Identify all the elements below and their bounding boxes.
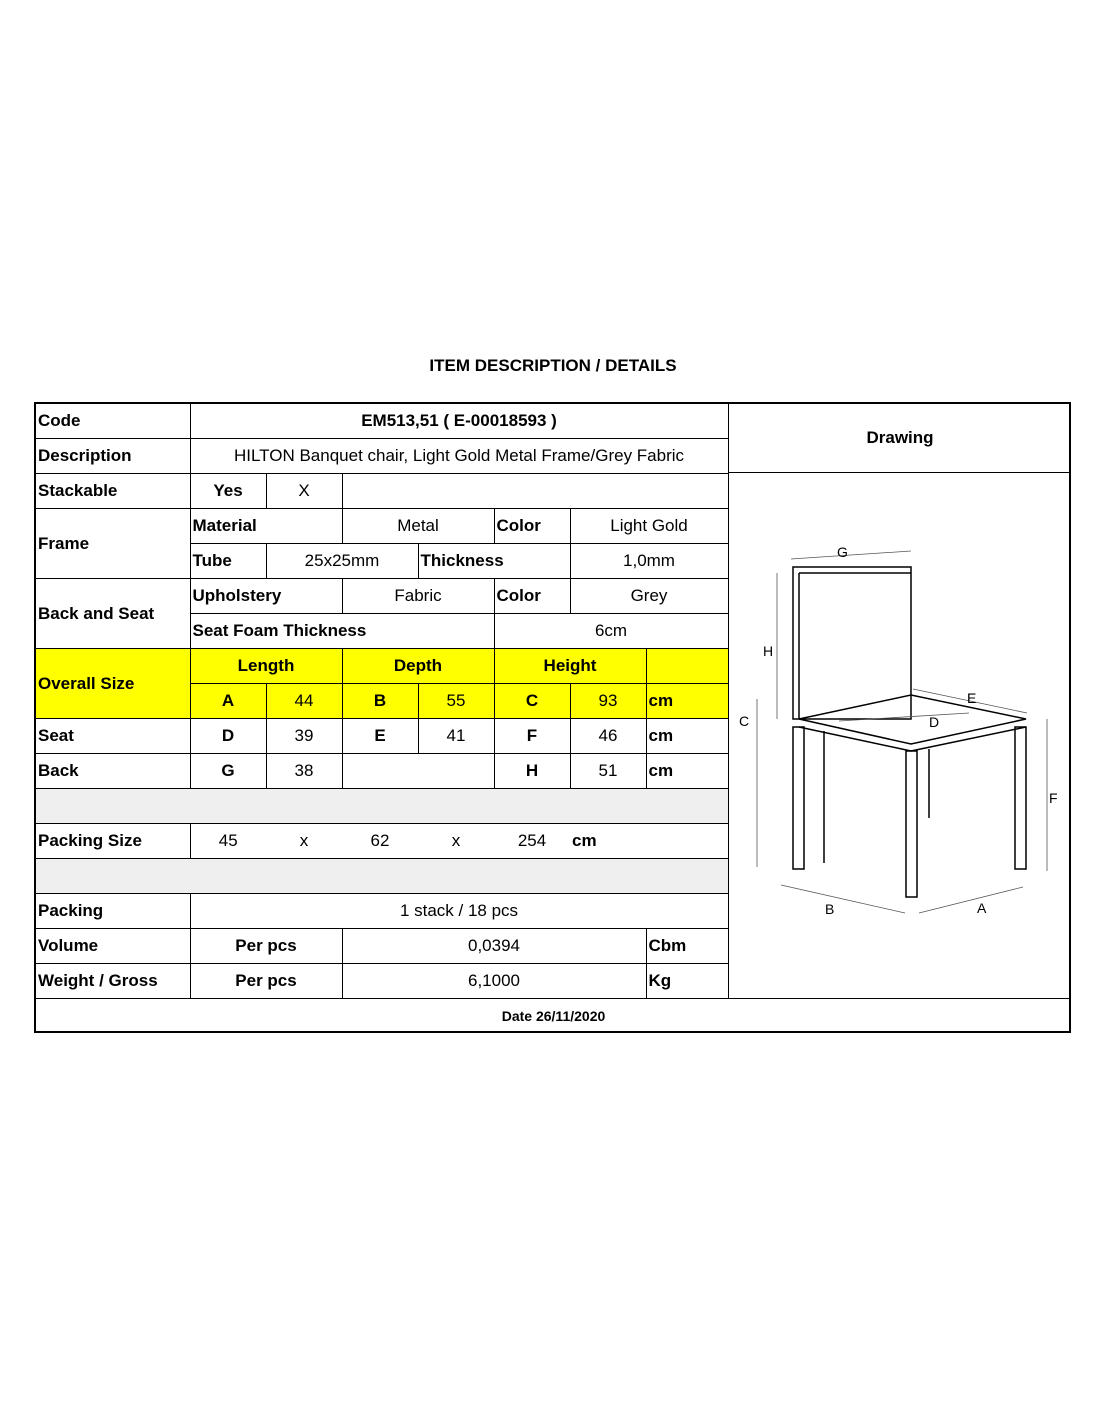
foam-value: 6cm bbox=[494, 614, 728, 649]
date-footer: Date 26/11/2020 bbox=[36, 998, 1071, 1033]
drawing-letter-g: G bbox=[837, 544, 848, 560]
weight-per: Per pcs bbox=[190, 964, 342, 999]
drawing-letter-h: H bbox=[763, 643, 774, 659]
back-unit: cm bbox=[646, 754, 728, 789]
dim-line-b bbox=[781, 885, 905, 913]
dim-d-letter: D bbox=[190, 719, 266, 754]
chair-leg-back-right bbox=[1015, 727, 1026, 869]
back-label: Back bbox=[36, 754, 190, 789]
stackable-label: Stackable bbox=[36, 474, 190, 509]
row-weight bbox=[36, 964, 728, 999]
overall-size-label: Overall Size bbox=[36, 649, 190, 719]
volume-unit: Cbm bbox=[646, 929, 728, 964]
empty-cell bbox=[646, 649, 728, 684]
dim-a-value: 44 bbox=[266, 684, 342, 719]
empty-cell bbox=[646, 824, 728, 859]
spec-table bbox=[36, 404, 729, 999]
dim-h-value: 51 bbox=[570, 754, 646, 789]
depth-header: Depth bbox=[342, 649, 494, 684]
drawing-letter-e: E bbox=[967, 690, 977, 706]
row-upholstery bbox=[36, 579, 728, 614]
packing-size-unit: cm bbox=[570, 824, 646, 859]
empty-cell bbox=[342, 754, 494, 789]
drawing-header: Drawing bbox=[728, 404, 1071, 473]
packing-size-label: Packing Size bbox=[36, 824, 190, 859]
height-header: Height bbox=[494, 649, 646, 684]
row-overall-size-headers bbox=[36, 649, 728, 684]
empty-cell bbox=[342, 474, 728, 509]
volume-value: 0,0394 bbox=[342, 929, 646, 964]
dim-line-a bbox=[919, 887, 1023, 913]
drawing-letter-b: B bbox=[825, 901, 835, 917]
frame-label: Frame bbox=[36, 509, 190, 579]
packing-x-1: x bbox=[266, 824, 342, 859]
spacer-row bbox=[36, 789, 728, 824]
dim-b-value: 55 bbox=[418, 684, 494, 719]
spacer-row bbox=[36, 859, 728, 894]
description-label: Description bbox=[36, 439, 190, 474]
volume-per: Per pcs bbox=[190, 929, 342, 964]
frame-thickness-label: Thickness bbox=[418, 544, 570, 579]
row-code bbox=[36, 404, 728, 439]
weight-value: 6,1000 bbox=[342, 964, 646, 999]
frame-color-value: Light Gold bbox=[570, 509, 728, 544]
upholstery-label: Upholstery bbox=[190, 579, 342, 614]
row-spacer bbox=[36, 789, 728, 824]
dim-line-d bbox=[839, 713, 969, 721]
chair-leg-front-right bbox=[906, 751, 917, 897]
back-and-seat-label: Back and Seat bbox=[36, 579, 190, 649]
row-description bbox=[36, 439, 728, 474]
packing-height: 254 bbox=[494, 824, 570, 859]
row-stackable bbox=[36, 474, 728, 509]
dim-e-letter: E bbox=[342, 719, 418, 754]
stackable-mark: X bbox=[266, 474, 342, 509]
drawing-letter-c: C bbox=[739, 713, 750, 729]
dim-c-value: 93 bbox=[570, 684, 646, 719]
row-seat bbox=[36, 719, 728, 754]
length-header: Length bbox=[190, 649, 342, 684]
dim-h-letter: H bbox=[494, 754, 570, 789]
packing-value: 1 stack / 18 pcs bbox=[190, 894, 728, 929]
description-value: HILTON Banquet chair, Light Gold Metal Frame/Grey Fabric bbox=[190, 439, 728, 474]
dim-e-value: 41 bbox=[418, 719, 494, 754]
dim-f-value: 46 bbox=[570, 719, 646, 754]
row-spacer bbox=[36, 859, 728, 894]
dim-g-value: 38 bbox=[266, 754, 342, 789]
packing-x-2: x bbox=[418, 824, 494, 859]
code-value: EM513,51 ( E-00018593 ) bbox=[190, 404, 728, 439]
row-packing bbox=[36, 894, 728, 929]
dim-c-letter: C bbox=[494, 684, 570, 719]
overall-size-unit: cm bbox=[646, 684, 728, 719]
row-frame-material bbox=[36, 509, 728, 544]
volume-label: Volume bbox=[36, 929, 190, 964]
upholstery-value: Fabric bbox=[342, 579, 494, 614]
dim-f-letter: F bbox=[494, 719, 570, 754]
packing-label: Packing bbox=[36, 894, 190, 929]
seat-label: Seat bbox=[36, 719, 190, 754]
upholstery-color-value: Grey bbox=[570, 579, 728, 614]
foam-label: Seat Foam Thickness bbox=[190, 614, 494, 649]
weight-label: Weight / Gross bbox=[36, 964, 190, 999]
frame-thickness-value: 1,0mm bbox=[570, 544, 728, 579]
row-back bbox=[36, 754, 728, 789]
chair-backrest bbox=[793, 567, 911, 719]
upholstery-color-label: Color bbox=[494, 579, 570, 614]
dim-d-value: 39 bbox=[266, 719, 342, 754]
chair-drawing bbox=[729, 473, 1071, 998]
frame-tube-value: 25x25mm bbox=[266, 544, 418, 579]
drawing-letter-f: F bbox=[1049, 790, 1058, 806]
frame-material-label: Material bbox=[190, 509, 342, 544]
packing-depth: 62 bbox=[342, 824, 418, 859]
frame-tube-label: Tube bbox=[190, 544, 266, 579]
dim-a-letter: A bbox=[190, 684, 266, 719]
drawing-letter-d: D bbox=[929, 714, 940, 730]
drawing-letter-a: A bbox=[977, 900, 987, 916]
row-packing-size bbox=[36, 824, 728, 859]
chair-leg-front-left bbox=[793, 727, 804, 869]
page-title: ITEM DESCRIPTION / DETAILS bbox=[429, 356, 677, 375]
weight-unit: Kg bbox=[646, 964, 728, 999]
dim-b-letter: B bbox=[342, 684, 418, 719]
dim-g-letter: G bbox=[190, 754, 266, 789]
spec-sheet bbox=[34, 402, 1071, 1033]
packing-width: 45 bbox=[190, 824, 266, 859]
row-volume bbox=[36, 929, 728, 964]
dim-line-g bbox=[791, 551, 911, 559]
frame-color-label: Color bbox=[494, 509, 570, 544]
code-label: Code bbox=[36, 404, 190, 439]
seat-unit: cm bbox=[646, 719, 728, 754]
frame-material-value: Metal bbox=[342, 509, 494, 544]
chair-drawing-area bbox=[728, 473, 1071, 998]
stackable-yes-label: Yes bbox=[190, 474, 266, 509]
